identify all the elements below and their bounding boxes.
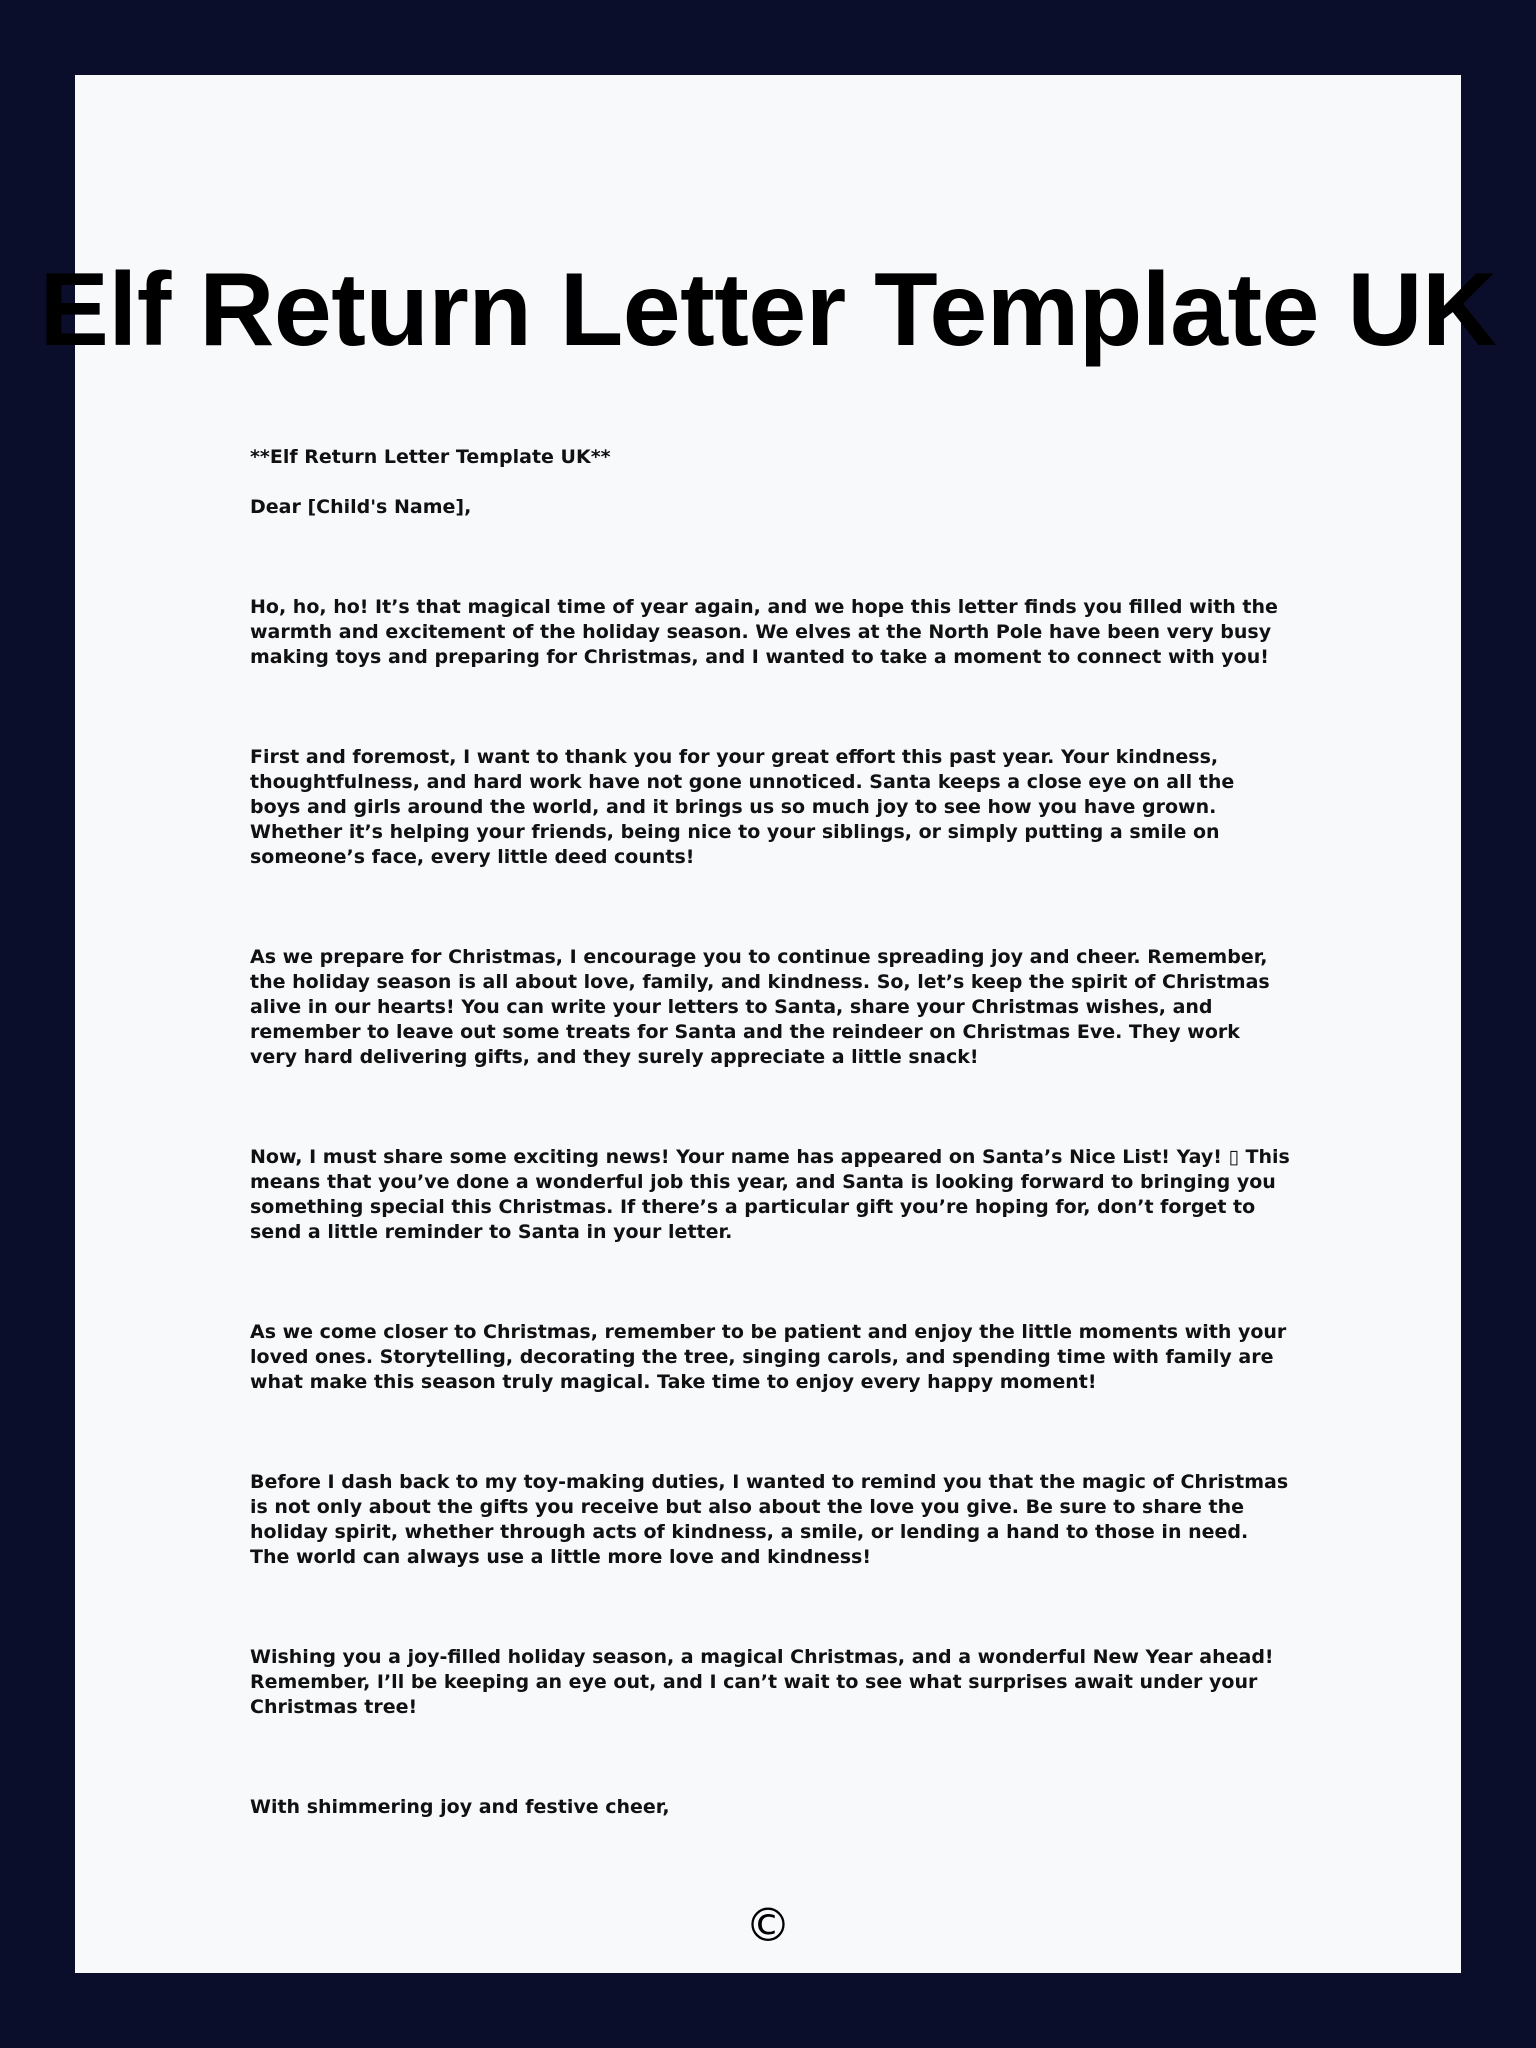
letter-heading: **Elf Return Letter Template UK** — [250, 446, 611, 468]
letter-paragraph: First and foremost, I want to thank you for your great effort this past year. Your kindness, thoughtfulness, and hard work have not gone unnoticed. Santa keeps a close eye on all the boys and girls around the world, and it brings us so much joy to see how you have grown. Whether it’s helping your friends, being nice to your siblings, or simply putting a smile on someone’s face, every little deed counts! — [250, 746, 1235, 868]
letter-paragraph: Now, I must share some exciting news! Your name has appeared on Santa’s Nice List! Yay! ▯ This means that you’ve done a wonderful job this year, and Santa is looking forward to bringing you something special this Christmas. If there’s a particular gift you’re hoping for, don’t forget to send a little reminder to Santa in your letter. — [250, 1146, 1290, 1243]
letter-paragraph: Before I dash back to my toy-making duties, I wanted to remind you that the magic of Christmas is not only about the gifts you receive but also about the love you give. Be sure to share the holiday spirit, whether through acts of kindness, a smile, or lending a hand to those in need. The world can always use a little more love and kindness! — [250, 1471, 1289, 1568]
letter-paragraph: As we prepare for Christmas, I encourage you to continue spreading joy and cheer. Remember, the holiday season is all about love, family, and kindness. So, let’s keep the spirit of Christmas alive in our hearts! You can write your letters to Santa, share your Christmas wishes, and remember to leave out some treats for Santa and the reindeer on Christmas Eve. They work very hard delivering gifts, and they surely appreciate a little snack! — [250, 946, 1270, 1068]
letter-closing: With shimmering joy and festive cheer, — [250, 1796, 670, 1818]
letter-greeting: Dear [Child's Name], — [250, 496, 472, 518]
page-title: Elf Return Letter Template UK — [39, 252, 1497, 368]
letter-paragraph: As we come closer to Christmas, remember to be patient and enjoy the little moments with your loved ones. Storytelling, decorating the tree, singing carols, and spending time with family are what make this season truly magical. Take time to enjoy every happy moment! — [250, 1321, 1287, 1393]
letter-paragraph: Ho, ho, ho! It’s that magical time of year again, and we hope this letter finds you filled with the warmth and excitement of the holiday season. We elves at the North Pole have been very busy making toys and preparing for Christmas, and I wanted to take a moment to connect with you! — [250, 596, 1278, 668]
copyright-icon: © — [745, 1898, 791, 1952]
letter-paragraph: Wishing you a joy-filled holiday season, a magical Christmas, and a wonderful New Year ahead! Remember, I’ll be keeping an eye out, and I can’t wait to see what surprises await under your Christmas tree! — [250, 1646, 1274, 1718]
letter-body — [250, 445, 1290, 1820]
